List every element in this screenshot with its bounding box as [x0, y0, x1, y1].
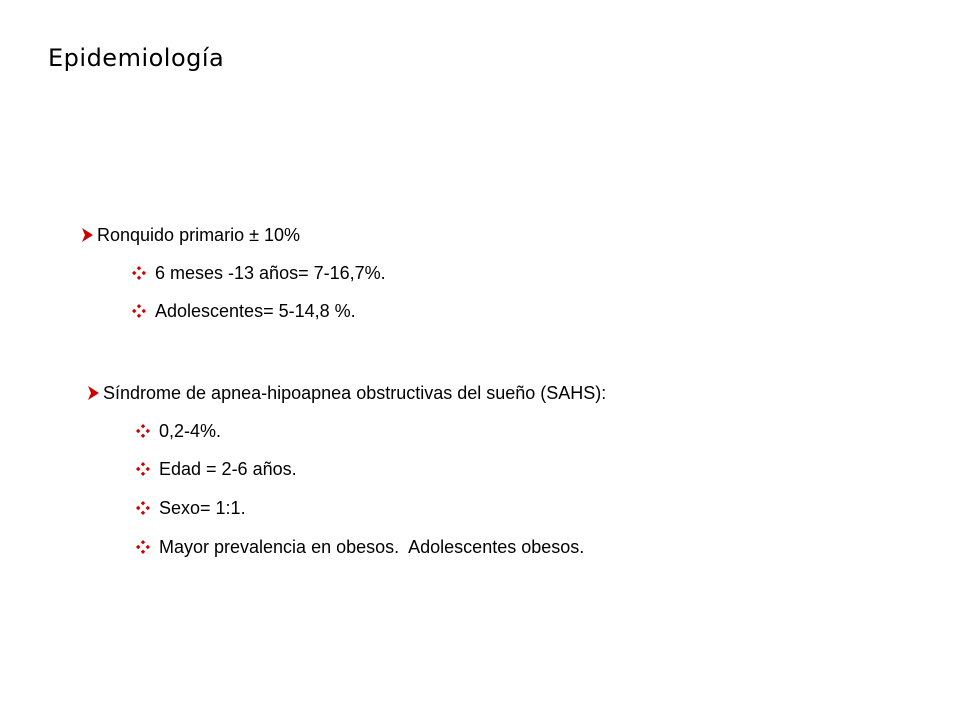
list-item-text: Adolescentes= 5-14,8 %.	[155, 301, 356, 321]
list-item-text: Mayor prevalencia en obesos. Adolescentes obesos.	[159, 537, 585, 557]
list-item	[132, 300, 356, 322]
diamond-bullet-icon	[136, 424, 150, 438]
diamond-bullet-icon	[136, 462, 150, 476]
slide-title: Epidemiología	[48, 44, 225, 72]
diamond-bullet-icon	[132, 266, 146, 280]
list-item-text: Edad = 2-6 años.	[159, 459, 297, 479]
diamond-bullet-icon	[136, 501, 150, 515]
list-item-text: 6 meses -13 años= 7-16,7%.	[155, 263, 386, 283]
list-item	[136, 536, 584, 558]
section-heading-text: Síndrome de apnea-hipoapnea obstructivas del sueño (SAHS):	[103, 383, 607, 403]
diamond-bullet-icon	[132, 304, 146, 318]
list-item	[136, 420, 221, 442]
section-heading-sahs	[88, 382, 606, 404]
list-item	[132, 262, 386, 284]
list-item-text: Sexo= 1:1.	[159, 498, 246, 518]
list-item	[136, 497, 246, 519]
arrow-bullet-icon	[82, 228, 93, 242]
list-item	[136, 458, 297, 480]
section-heading-text: Ronquido primario ± 10%	[97, 225, 300, 245]
section-heading-ronquido	[82, 224, 300, 246]
list-item-text: 0,2-4%.	[159, 421, 222, 441]
diamond-bullet-icon	[136, 540, 150, 554]
arrow-bullet-icon	[88, 386, 99, 400]
